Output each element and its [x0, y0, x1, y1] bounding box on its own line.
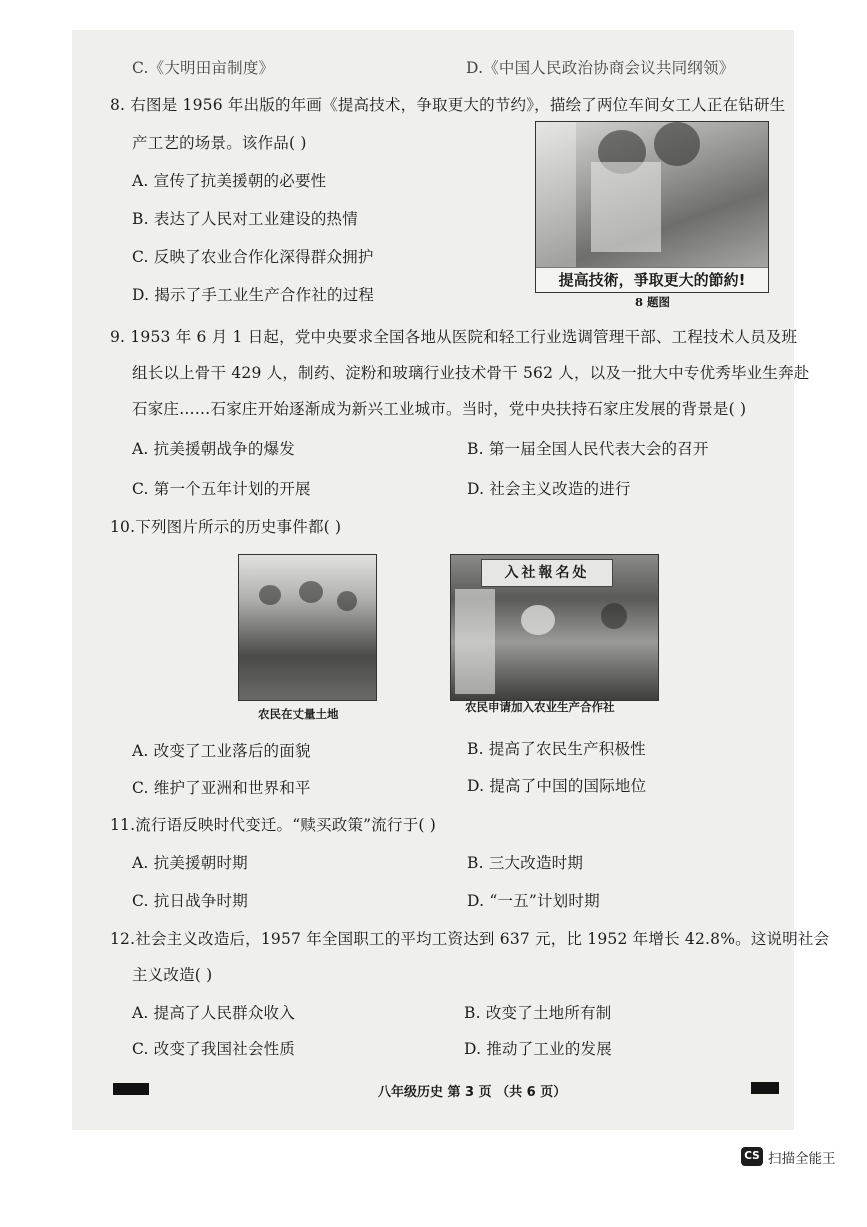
q8-stem-line2: 产工艺的场景。该作品( )	[132, 134, 307, 152]
q9-option-a: A. 抗美援朝战争的爆发	[132, 440, 295, 458]
q9-stem-line3: 石家庄……石家庄开始逐渐成为新兴工业城市。当时，党中央扶持石家庄发展的背景是( )	[132, 400, 747, 418]
q8-poster-caption: 提高技術，爭取更大的節約!	[536, 267, 768, 292]
q11-option-d: D. “一五”计划时期	[467, 892, 600, 910]
q8-figure-label: 8 题图	[635, 295, 671, 309]
q12-stem-line2: 主义改造( )	[132, 966, 213, 984]
q8-option-d: D. 揭示了手工业生产合作社的过程	[132, 286, 375, 304]
q12-option-c: C. 改变了我国社会性质	[132, 1040, 296, 1058]
q9-option-c: C. 第一个五年计划的开展	[132, 480, 311, 498]
q11-option-a: A. 抗美援朝时期	[132, 854, 248, 872]
q8-poster-image	[535, 121, 769, 293]
q10-image-cooperative-signup	[450, 554, 659, 701]
page-footer: 八年级历史 第 3 页 （共 6 页）	[378, 1085, 567, 1100]
q12-stem-line1: 12.社会主义改造后，1957 年全国职工的平均工资达到 637 元，比 1952 年增长 42.8%。这说明社会	[110, 930, 830, 948]
q10-image2-caption: 农民申请加入农业生产合作社	[465, 700, 615, 714]
q10-option-c: C. 维护了亚洲和世界和平	[132, 779, 311, 797]
prev-option-c: C.《大明田亩制度》	[132, 59, 275, 77]
q10-option-d: D. 提高了中国的国际地位	[467, 777, 647, 795]
q9-stem-line1: 9. 1953 年 6 月 1 日起，党中央要求全国各地从医院和轻工行业选调管理干部、工程技术人员及班	[110, 328, 798, 346]
q12-option-d: D. 推动了工业的发展	[464, 1040, 612, 1058]
q10-stem: 10.下列图片所示的历史事件都( )	[110, 518, 342, 536]
q8-option-a: A. 宣传了抗美援朝的必要性	[132, 172, 327, 190]
q8-stem-line1: 8. 右图是 1956 年出版的年画《提高技术，争取更大的节约》，描绘了两位车间女工人正在钻研生	[110, 96, 786, 114]
q12-option-b: B. 改变了土地所有制	[464, 1004, 612, 1022]
q9-option-b: B. 第一届全国人民代表大会的召开	[467, 440, 709, 458]
camscanner-logo-icon: CS	[741, 1147, 763, 1166]
q10-option-a: A. 改变了工业落后的面貌	[132, 742, 311, 760]
q12-option-a: A. 提高了人民群众收入	[132, 1004, 295, 1022]
q11-option-c: C. 抗日战争时期	[132, 892, 248, 910]
registration-mark-left	[113, 1083, 149, 1095]
q9-option-d: D. 社会主义改造的进行	[467, 480, 631, 498]
q8-option-b: B. 表达了人民对工业建设的热情	[132, 210, 358, 228]
q10-image1-caption: 农民在丈量土地	[258, 707, 339, 721]
q8-option-c: C. 反映了农业合作化深得群众拥护	[132, 248, 374, 266]
q11-option-b: B. 三大改造时期	[467, 854, 584, 872]
camscanner-watermark: 扫描全能王	[768, 1151, 836, 1167]
q10-image-land-measuring	[238, 554, 377, 701]
q9-stem-line2: 组长以上骨干 429 人，制药、淀粉和玻璃行业技术骨干 562 人，以及一批大中专优秀毕业生奔赴	[132, 364, 810, 382]
q10-option-b: B. 提高了农民生产积极性	[467, 740, 646, 758]
q10-signboard: 入社報名处	[481, 559, 613, 587]
q11-stem: 11.流行语反映时代变迁。“赎买政策”流行于( )	[110, 816, 437, 834]
registration-mark-right	[751, 1082, 779, 1094]
prev-option-d: D.《中国人民政治协商会议共同纲领》	[466, 59, 735, 77]
